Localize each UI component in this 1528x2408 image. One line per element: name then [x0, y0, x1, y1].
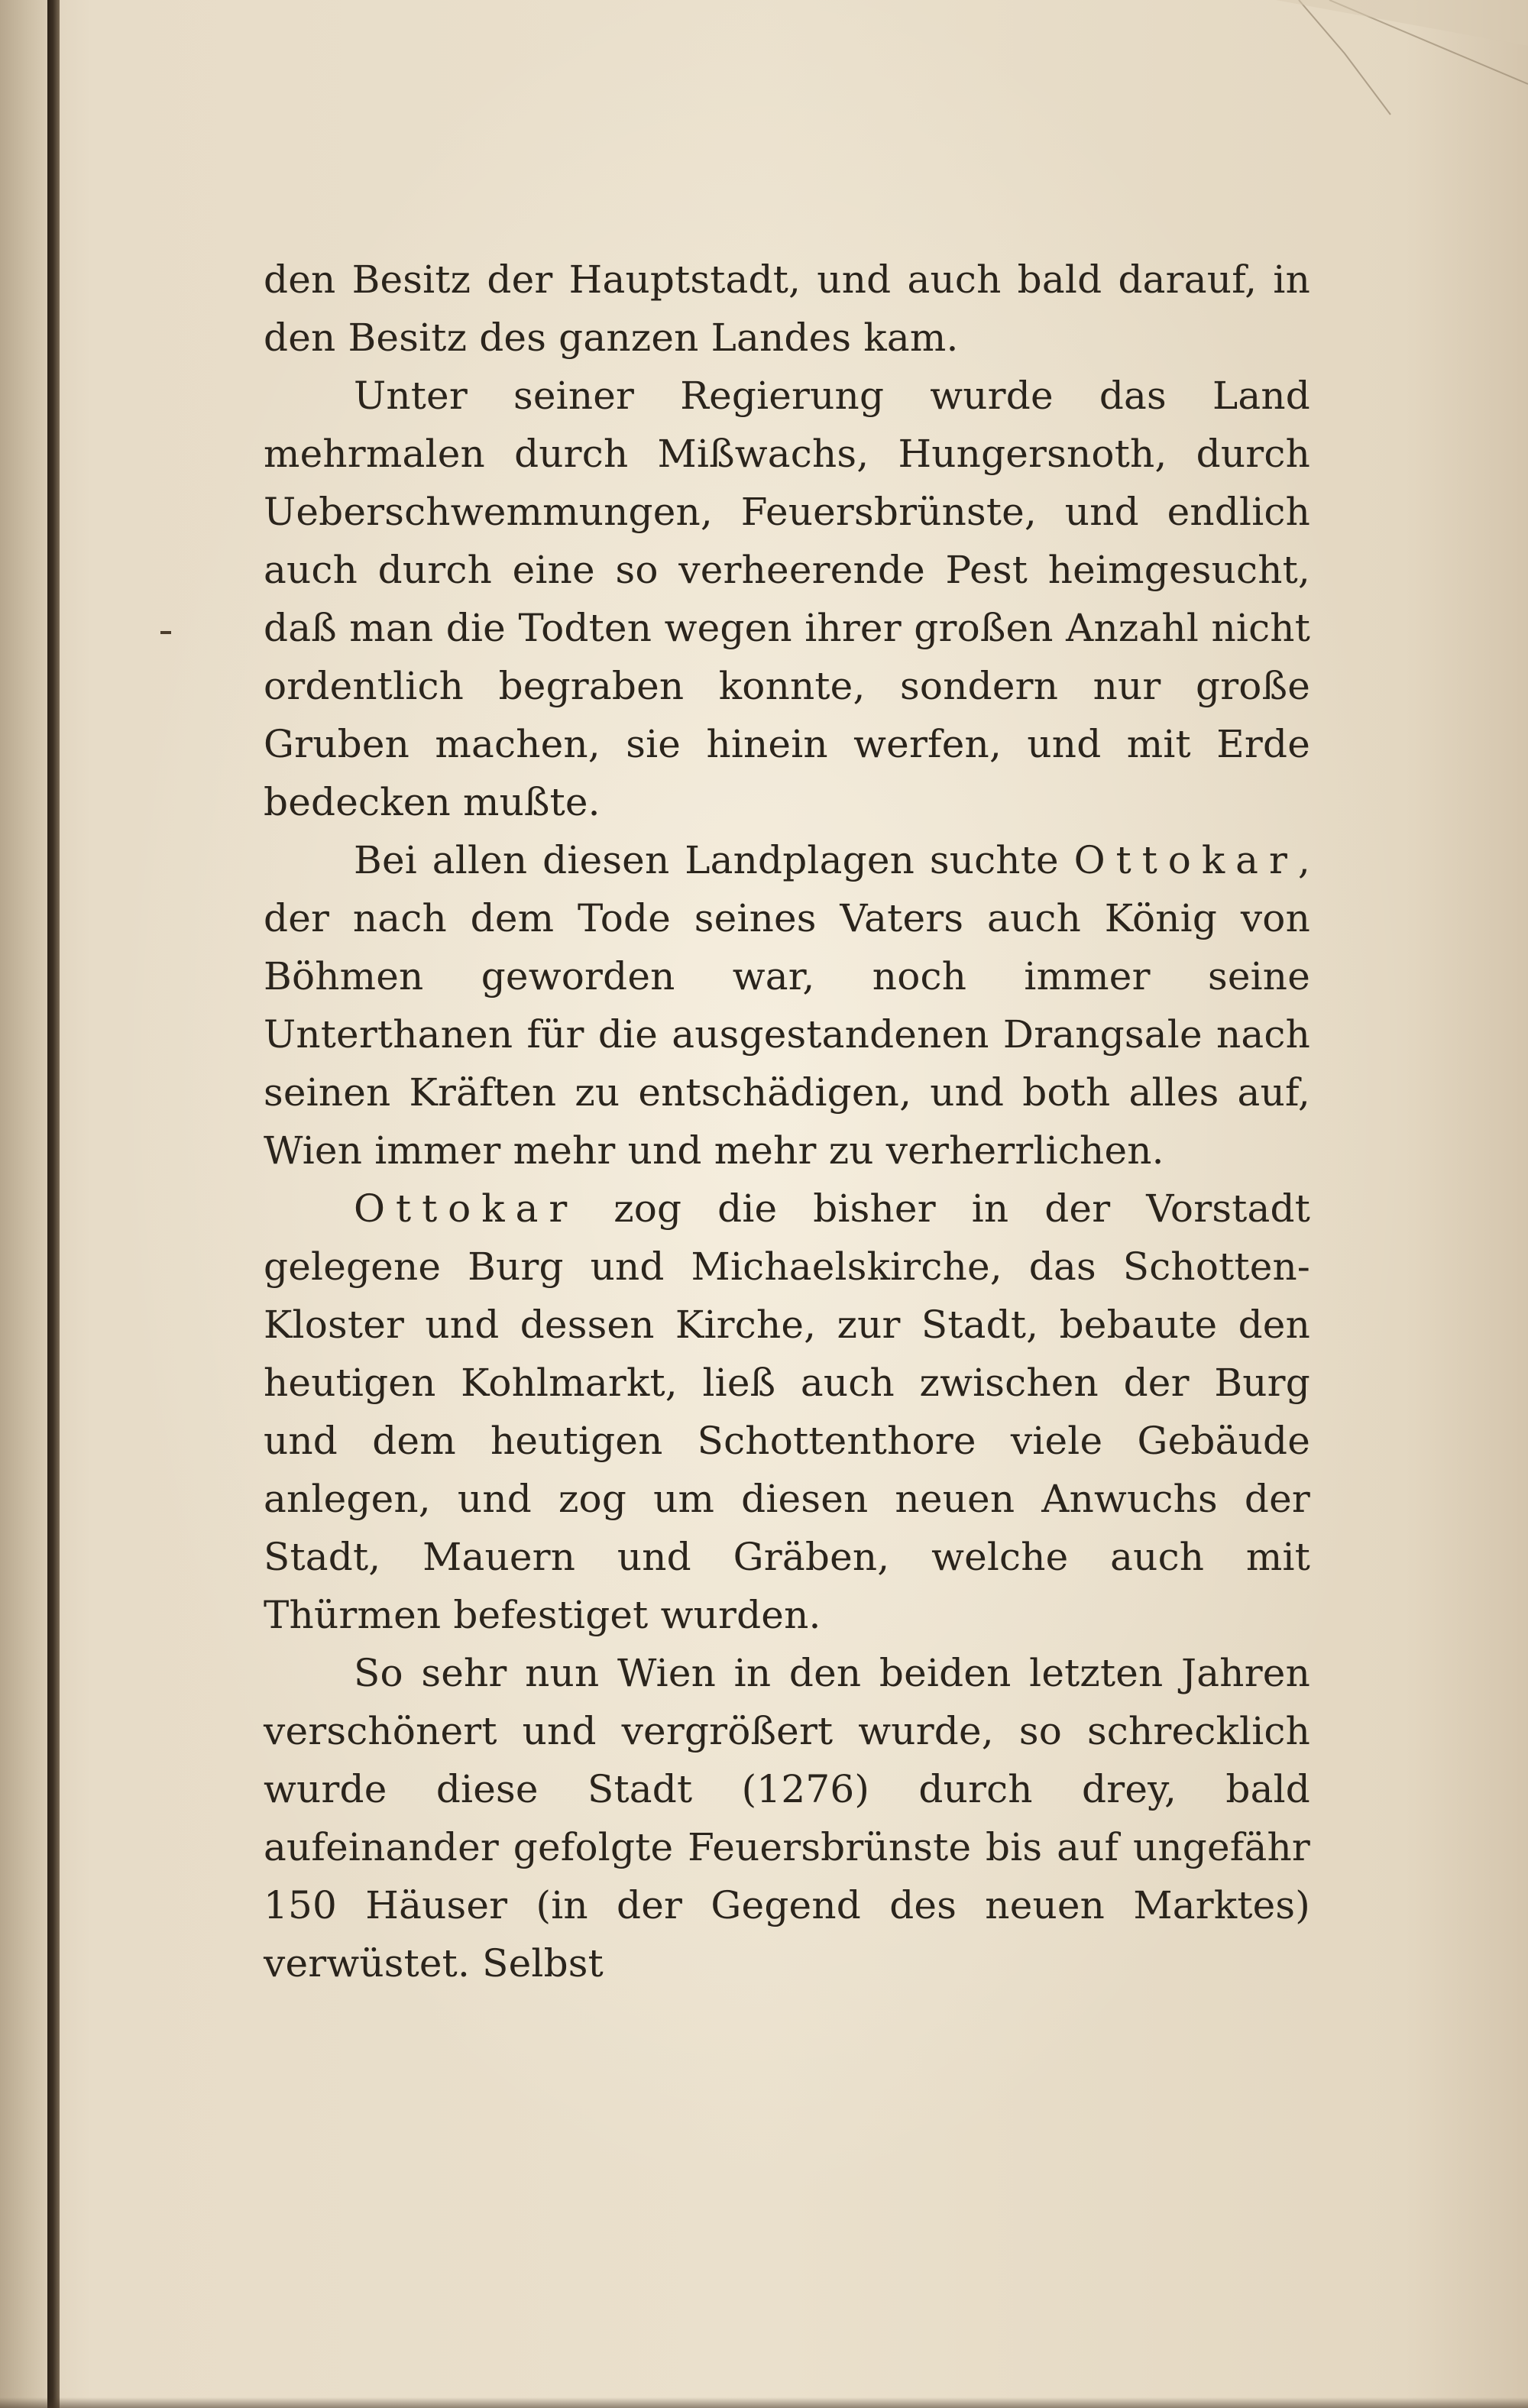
corner-crease	[1276, 0, 1528, 176]
paragraph-3	[264, 831, 1310, 1180]
binding-gutter	[47, 0, 60, 2408]
text-run: zog die bisher in der Vorstadt gelegene Burg und Michaelskirche, das Schotten-Kloster und dessen Kirche, zur Stadt, bebaute den heutigen Kohlmarkt, ließ auch zwischen der Burg und dem heutigen Schottenthore viele Gebäude anlegen, und zog um diesen neuen Anwuchs der Stadt, Mauern und Gräben, welche auch mit Thürmen befestiget wurden.	[264, 1186, 1310, 1637]
text-run: Bei allen diesen Landplagen suchte	[354, 838, 1074, 882]
body-text	[264, 251, 1310, 1992]
name-ottokar: Ottokar	[354, 1186, 578, 1231]
paragraph-5	[264, 1644, 1310, 1992]
text-run: Unter seiner Regierung wurde das Land mehrmalen durch Mißwachs, Hungersnoth, durch Ueberschwemmungen, Feuersbrünste, und endlich auch durch eine so verheerende Pest heimgesucht, daß man die Todten wegen ihrer großen Anzahl nicht ordentlich begraben konnte, sondern nur große Gruben machen, sie hinein werfen, und mit Erde bedecken mußte.	[264, 374, 1310, 824]
page-bottom-edge	[0, 2397, 1528, 2408]
text-run: So sehr nun Wien in den beiden letzten Jahren verschönert und vergrößert wurde, so schrecklich wurde diese Stadt (1276) durch drey, bald aufeinander gefolgte Feuersbrünste bis auf ungefähr 150 Häuser (in der Gegend des neuen Marktes) verwüstet. Selbst	[264, 1651, 1310, 1986]
text-run: , der nach dem Tode seines Vaters auch König von Böhmen geworden war, noch immer seine Unterthanen für die ausgestandenen Drangsale nach seinen Kräften zu entschädigen, und both alles auf, Wien immer mehr und mehr zu verherrlichen.	[264, 838, 1310, 1173]
paragraph-4	[264, 1180, 1310, 1644]
margin-mark	[160, 631, 171, 634]
text-run: den Besitz der Hauptstadt, und auch bald darauf, in den Besitz des ganzen Landes kam.	[264, 257, 1310, 360]
paragraph-1	[264, 251, 1310, 367]
name-ottokar: Ottokar	[1073, 838, 1298, 882]
paragraph-2	[264, 367, 1310, 831]
page-left-margin	[0, 0, 47, 2408]
